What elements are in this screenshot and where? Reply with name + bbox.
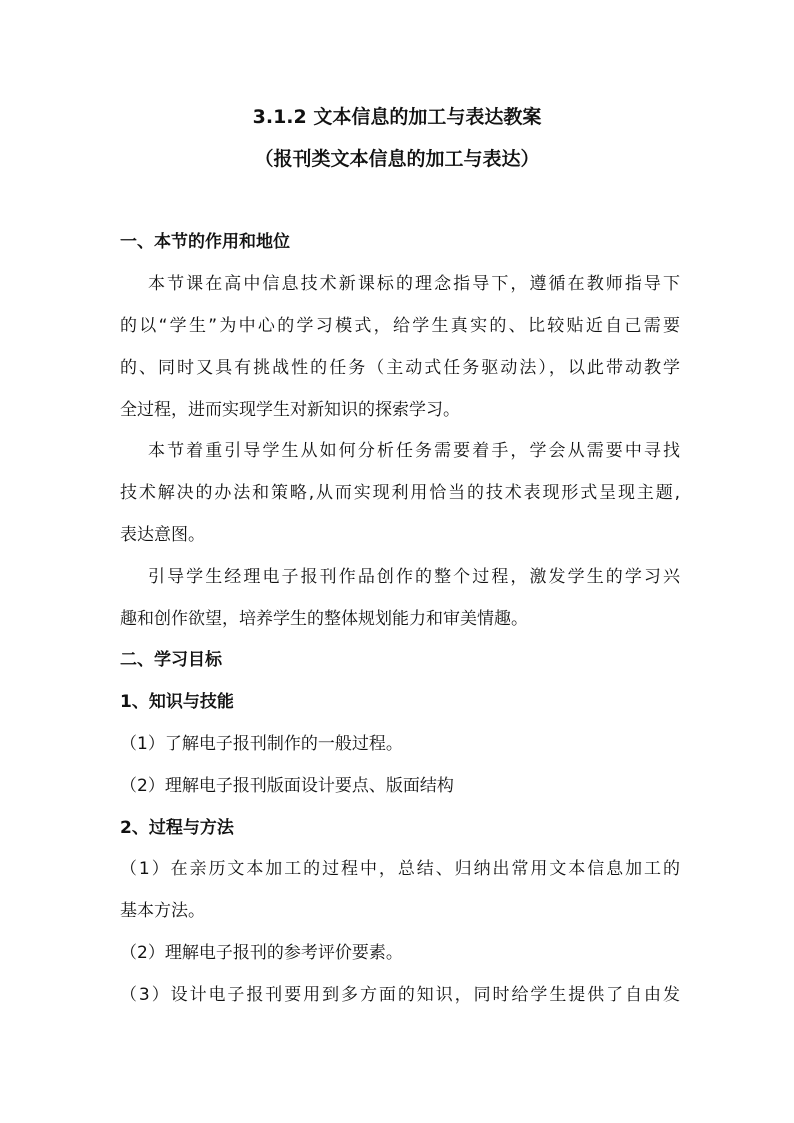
document-subtitle: （报刊类文本信息的加工与表达） (254, 148, 540, 170)
list-item: （2）理解电子报刊的参考评价要素。 (120, 943, 403, 963)
list-item: （1）在亲历文本加工的过程中，总结、归纳出常用文本信息加工的 (120, 859, 680, 879)
paragraph-line: 引导学生经理电子报刊作品创作的整个过程，激发学生的学习兴 (148, 567, 680, 587)
subsection-heading-process: 2、过程与方法 (120, 818, 234, 838)
paragraph-line: 本节着重引导学生从如何分析任务需要着手，学会从需要中寻找 (148, 441, 680, 461)
document-title: 3.1.2 文本信息的加工与表达教案 (252, 106, 542, 128)
subsection-heading-knowledge: 1、知识与技能 (120, 692, 234, 712)
paragraph-line: 本节课在高中信息技术新课标的理念指导下，遵循在教师指导下 (148, 274, 680, 294)
paragraph-line: 表达意图。 (120, 525, 205, 545)
section-heading-goals: 二、学习目标 (120, 650, 222, 670)
list-item: （3）设计电子报刊要用到多方面的知识，同时给学生提供了自由发 (120, 985, 680, 1005)
paragraph-line: 的、同时又具有挑战性的任务（主动式任务驱动法），以此带动教学 (120, 358, 680, 378)
paragraph-line: 技术解决的办法和策略,从而实现利用恰当的技术表现形式呈现主题, (120, 483, 680, 503)
section-heading-role: 一、本节的作用和地位 (120, 232, 290, 252)
paragraph-line: 趣和创作欲望，培养学生的整体规划能力和审美情趣。 (120, 609, 528, 629)
list-item: 基本方法。 (120, 901, 205, 921)
list-item: （2）理解电子报刊版面设计要点、版面结构 (120, 776, 454, 796)
list-item: （1）了解电子报刊制作的一般过程。 (120, 734, 403, 754)
paragraph-line: 的以“学生”为中心的学习模式，给学生真实的、比较贴近自己需要 (120, 316, 680, 336)
paragraph-line: 全过程，进而实现学生对新知识的探索学习。 (120, 400, 460, 420)
